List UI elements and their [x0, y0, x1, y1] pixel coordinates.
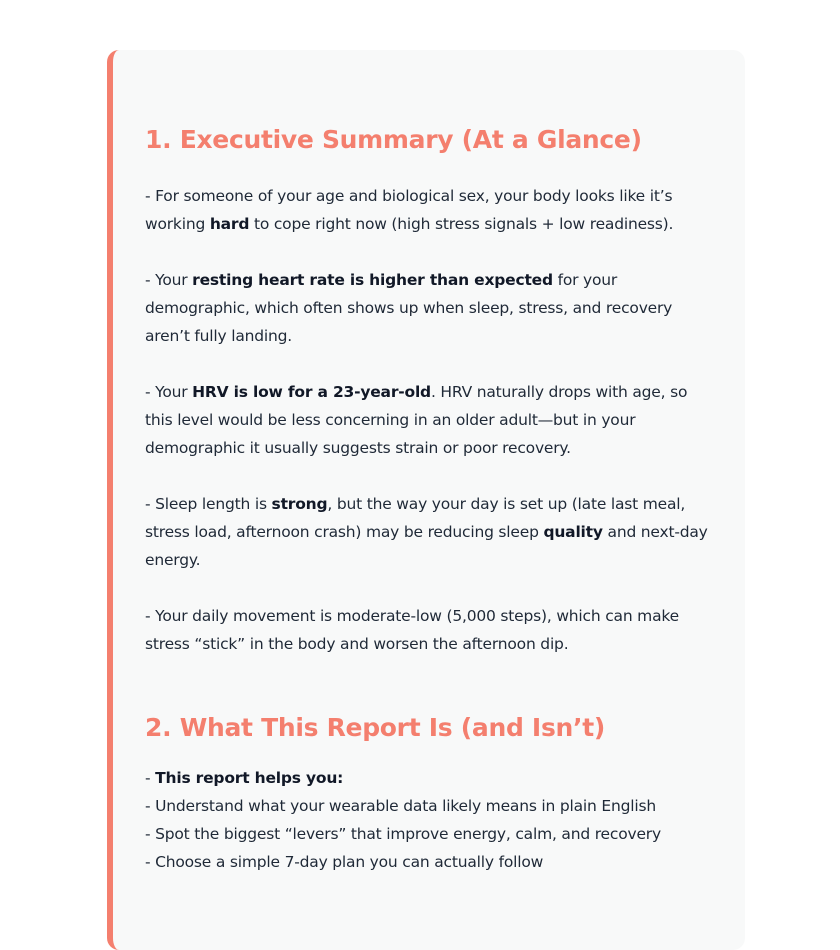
- summary-paragraph: - For someone of your age and biological sex, your body looks like it’s working hard to cope right now (high stress signals + low readiness).: [145, 187, 674, 233]
- executive-summary-section: [145, 122, 715, 658]
- section-heading: 2. What This Report Is (and Isn’t): [145, 713, 605, 742]
- list-item: - Understand what your wearable data likely means in plain English: [145, 797, 656, 815]
- summary-paragraph: - Your HRV is low for a 23-year-old. HRV naturally drops with age, so this level would be less concerning in an older adult—but in your demographic it usually suggests strain or poor recovery.: [145, 383, 688, 457]
- report-card: [107, 50, 745, 950]
- summary-paragraph: - Your resting heart rate is higher than expected for your demographic, which often shows up when sleep, stress, and recovery aren’t fully landing.: [145, 271, 673, 345]
- list-item: - Choose a simple 7-day plan you can actually follow: [145, 853, 544, 871]
- section-heading: 1. Executive Summary (At a Glance): [145, 125, 642, 154]
- list-intro: - This report helps you:: [145, 769, 344, 787]
- report-scope-section: [145, 710, 715, 876]
- list-item: - Spot the biggest “levers” that improve energy, calm, and recovery: [145, 825, 661, 843]
- summary-paragraph: - Your daily movement is moderate-low (5,000 steps), which can make stress “stick” in the body and worsen the afternoon dip.: [145, 607, 679, 653]
- summary-paragraph: - Sleep length is strong, but the way your day is set up (late last meal, stress load, afternoon crash) may be reducing sleep quality and next-day energy.: [145, 495, 708, 569]
